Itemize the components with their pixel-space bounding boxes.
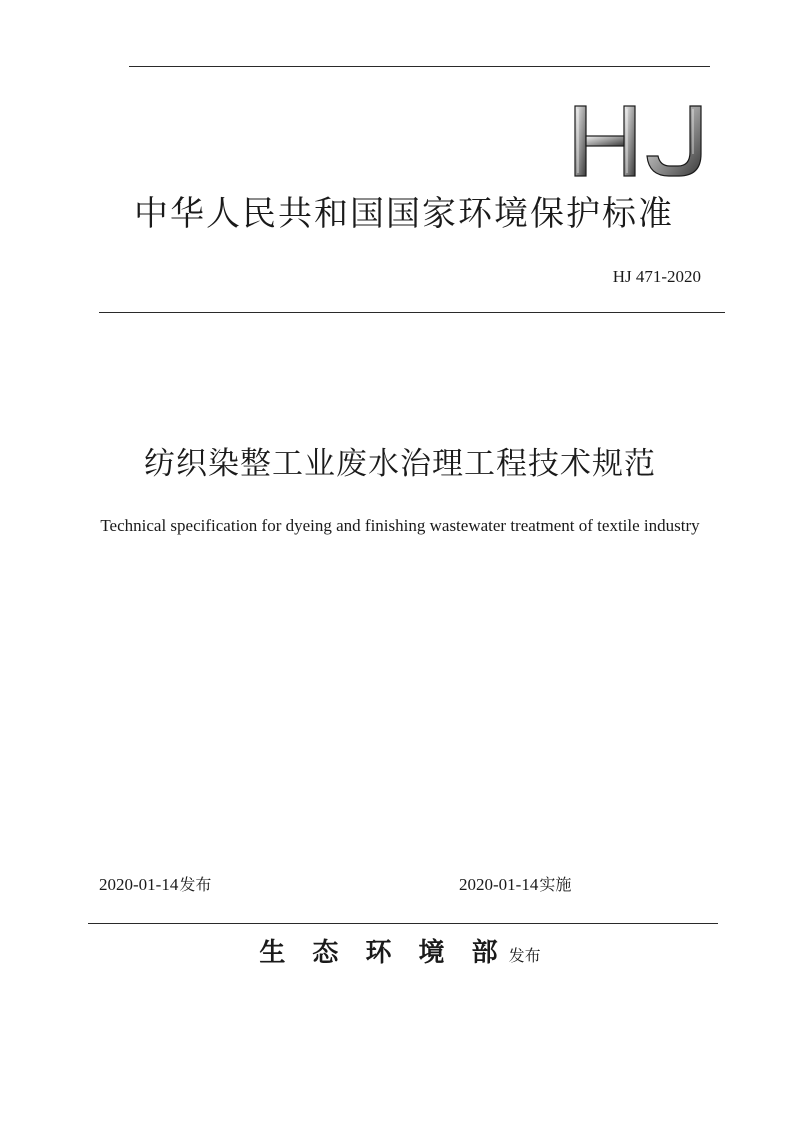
- implementation-date-label: 实施: [539, 875, 572, 894]
- issuer-suffix: 发布: [508, 946, 541, 965]
- document-title-chinese: 纺织染整工业废水治理工程技术规范: [144, 446, 656, 482]
- header-divider: [99, 312, 725, 313]
- issue-date: [99, 872, 211, 898]
- footer-divider: [88, 923, 718, 924]
- issuer-line: [0, 933, 800, 976]
- hj-logo: [572, 100, 710, 180]
- implementation-date: [459, 872, 571, 898]
- issue-date-label: 发布: [179, 875, 212, 894]
- organization-name: 中华人民共和国国家环境保护标准: [134, 194, 674, 234]
- issuer-name: 生 态 环 境 部: [259, 938, 507, 968]
- document-title-english: Technical specification for dyeing and finishing wastewater treatment of textile industry: [100, 516, 700, 535]
- standard-number: HJ 471-2020: [612, 267, 701, 286]
- implementation-date-value: 2020-01-14: [459, 875, 539, 894]
- issue-date-value: 2020-01-14: [99, 875, 179, 894]
- top-rule: [129, 66, 710, 67]
